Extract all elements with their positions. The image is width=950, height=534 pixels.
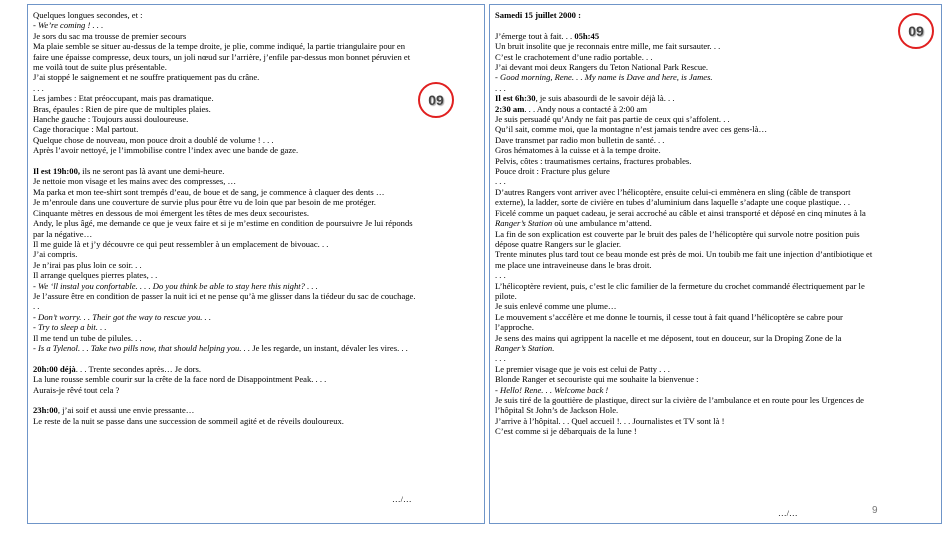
text-line: Quelques longues secondes, et : xyxy=(33,10,143,20)
text-line: . . . xyxy=(495,176,506,187)
text-line: me voilà tout de suite plus présentable. xyxy=(33,62,167,73)
page-badge-right: 09 xyxy=(898,13,934,49)
text-line: La lune rousse semble courir sur la crête de la face nord de Disappointment Peak. . . . xyxy=(33,374,327,385)
text-line: - We’re coming ! . . . xyxy=(33,20,104,31)
text-line: L’hélicoptère revient, puis, c’est le clic familier de la fermeture du crochet commandé électriquement par le xyxy=(495,280,865,291)
text-line: Je l’assure être en condition de passer la nuit ici et ne pense qu’à me glisser dans la tiédeur du sac de couchage. xyxy=(33,290,416,301)
text-line: Pouce droit : Fracture plus gelure xyxy=(495,166,610,177)
text-line: Cinquante mètres en dessous de moi émergent les têtes de mes deux secouristes. xyxy=(33,207,309,218)
text-line: Andy, le plus âgé, me demande ce que je veux faire et si je m’estime en condition de poursuivre Je lui réponds xyxy=(33,218,413,229)
right-page-text xyxy=(495,10,935,437)
text-line: 20h:00 déjà. . . Trente secondes après… Je dors. xyxy=(33,363,202,374)
text-line: . . . xyxy=(495,270,506,281)
text-line: - Is a Tylenol. . . Take two pills now, that should helping you. . . Je les regarde, un instant, dévaler les vires. . . xyxy=(33,342,408,353)
text-line xyxy=(33,353,478,363)
text-line: Les jambes : Etat préoccupant, mais pas dramatique. xyxy=(33,93,214,104)
text-line: Dave transmet par radio mon bulletin de santé. . . xyxy=(495,134,665,145)
text-line: Qu’il sait, comme moi, que la montagne n’est jamais tendre avec ces gens-là… xyxy=(495,124,768,135)
document-page-left xyxy=(27,4,485,524)
text-line: Le reste de la nuit se passe dans une succession de sommeil agité et de réveils douloureux. xyxy=(33,415,344,426)
text-line: Trente minutes plus tard tout ce beau monde est près de moi. Un toubib me fait une injection d’antibiotique et xyxy=(495,249,873,260)
text-line: Je sors du sac ma trousse de premier secours xyxy=(33,30,187,41)
text-line: Je m’enroule dans une couverture de survie plus pour être vu de loin que par besoin de me protéger. xyxy=(33,197,376,208)
text-line: par la négative… xyxy=(33,228,93,239)
text-line: Il est 19h:00, ils ne seront pas là avant une demi-heure. xyxy=(33,166,225,177)
document-page-right xyxy=(489,4,942,524)
text-line: . . . xyxy=(495,82,506,93)
text-line: J’ai compris. xyxy=(33,249,78,260)
text-line: Ranger’s Station. xyxy=(495,342,555,353)
text-line: Je suis tiré de la gouttière de plastique, direct sur la civière de l’ambulance et en route pour les Urgences de xyxy=(495,395,864,406)
text-line: Je suis enlevé comme une plume… xyxy=(495,301,617,312)
text-line: D’autres Rangers vont arriver avec l’hélicoptère, ensuite celui-ci emmènera en sling (câble de transport xyxy=(495,186,851,197)
text-line: Samedi 15 juillet 2000 : xyxy=(495,10,581,20)
text-line: faire une épaisse compresse, deux tours, un joli nœud sur l’arrière, j’enfile par-dessus mon bonnet péruvien et xyxy=(33,51,411,62)
text-line: Il arrange quelques pierres plates, . . xyxy=(33,270,158,281)
text-line: J’ai stoppé le saignement et ne souffre pratiquement pas du crâne. xyxy=(33,72,260,83)
text-line: dépose quatre Rangers sur le glacier. xyxy=(495,238,621,249)
text-line xyxy=(33,395,478,405)
text-line: l’approche. xyxy=(495,322,534,333)
text-line xyxy=(33,156,478,166)
text-line xyxy=(495,20,935,30)
text-line: J’émerge tout à fait. . . 05h:45 xyxy=(495,30,600,41)
text-line: externe), la ladder, sorte de civière en tubes d’aluminium dans laquelle s’adapte une coque plastique. . . xyxy=(495,197,850,208)
text-line: Le mouvement s’accélère et me donne le tournis, il cesse tout à fait quand l’hélicoptère se cabre pour xyxy=(495,311,843,322)
text-line: Pelvis, côtes : traumatismes certains, fractures probables. xyxy=(495,155,692,166)
text-line: Je sens des mains qui agrippent la nacelle et me déposent, tout en douceur, sur la Droping Zone de la xyxy=(495,332,842,343)
text-line: Je suis persuadé qu’Andy ne fait pas partie de ceux qui s’affolent. . . xyxy=(495,114,730,125)
text-line: J’arrive à l’hôpital. . . Quel accueil !. . . Journalistes et TV sont là ! xyxy=(495,415,725,426)
text-line: - Try to sleep a bit. . . xyxy=(33,322,107,333)
text-line: - We ‘ll instal you confortable. . . . Do you think be able to stay here this night? . . . xyxy=(33,280,318,291)
text-line: Bras, épaules : Rien de pire que de multiples plaies. xyxy=(33,103,211,114)
text-line: l’hôpital St John’s de Jackson Hole. xyxy=(495,405,619,416)
text-line: me place une intraveineuse dans le bras droit. xyxy=(495,259,652,270)
text-line: Je n’irai pas plus loin ce soir. . . xyxy=(33,259,142,270)
page-badge-left: 09 xyxy=(418,82,454,118)
text-line: C’est le crachotement d’une radio portable. . . xyxy=(495,51,653,62)
text-line: Il me guide là et j’y découvre ce qui peut ressembler à un emplacement de bivouac. . . xyxy=(33,238,329,249)
text-line: - Don’t worry. . . Their got the way to rescue you. . . xyxy=(33,311,211,322)
text-line: Je nettoie mon visage et les mains avec des compresses, … xyxy=(33,176,237,187)
text-line: Quelque chose de nouveau, mon pouce droit a doublé de volume ! . . . xyxy=(33,134,274,145)
text-line: . . . xyxy=(495,353,506,364)
text-line: Après l’avoir nettoyé, je l’immobilise contre l’index avec une bande de gaze. xyxy=(33,145,299,156)
text-line: Blonde Ranger et secouriste qui me souhaite la bienvenue : xyxy=(495,374,699,385)
text-line: Ma plaie semble se situer au-dessus de la tempe droite, je plie, comme indiqué, la partie triangulaire pour en xyxy=(33,41,406,52)
text-line: Ma parka et mon tee-shirt sont trempés d’eau, de boue et de sang, je commence à claquer des dents … xyxy=(33,186,385,197)
text-line: Le premier visage que je vois est celui de Patty . . . xyxy=(495,363,670,374)
text-line: 23h:00, j’ai soif et aussi une envie pressante… xyxy=(33,405,195,416)
text-line: La fin de son explication est couverte par le bruit des pales de l’hélicoptère qui survole notre position puis xyxy=(495,228,860,239)
text-line: C’est comme si je débarquais de la lune ! xyxy=(495,426,637,437)
text-line: Cage thoracique : Mal partout. xyxy=(33,124,139,135)
text-line: - Hello! Rene. . . Welcome back ! xyxy=(495,384,609,395)
text-line: Aurais-je rêvé tout cela ? xyxy=(33,384,120,395)
text-line: Il est 6h:30, je suis abasourdi de le savoir déjà là. . . xyxy=(495,93,675,104)
text-line: Ficelé comme un paquet cadeau, je serai accroché au câble et ainsi transporté et déposé en cinq minutes à la xyxy=(495,207,866,218)
text-line: . . . xyxy=(33,82,44,93)
text-line: Il me tend un tube de pilules. . . xyxy=(33,332,142,343)
continuation-mark-right: …/… xyxy=(778,508,798,518)
text-line: Ranger’s Station où une ambulance m’attend. xyxy=(495,218,652,229)
text-line: J’ai devant moi deux Rangers du Teton National Park Rescue. xyxy=(495,62,709,73)
text-line: pilote. xyxy=(495,290,517,301)
text-line: - Good morning, Rene. . . My name is Dave and here, is James. xyxy=(495,72,713,83)
page-number: 9 xyxy=(872,505,878,516)
text-line: Gros hématomes à la cuisse et à la tempe droite. xyxy=(495,145,661,156)
text-line: 2:30 am. . . Andy nous a contacté à 2:00 am xyxy=(495,103,648,114)
text-line: . . xyxy=(33,301,40,312)
text-line: Hanche gauche : Toujours aussi douloureuse. xyxy=(33,114,189,125)
left-page-text xyxy=(33,10,478,426)
text-line: Un bruit insolite que je reconnais entre mille, me fait sursauter. . . xyxy=(495,41,721,52)
continuation-mark-left: …/… xyxy=(392,494,412,504)
